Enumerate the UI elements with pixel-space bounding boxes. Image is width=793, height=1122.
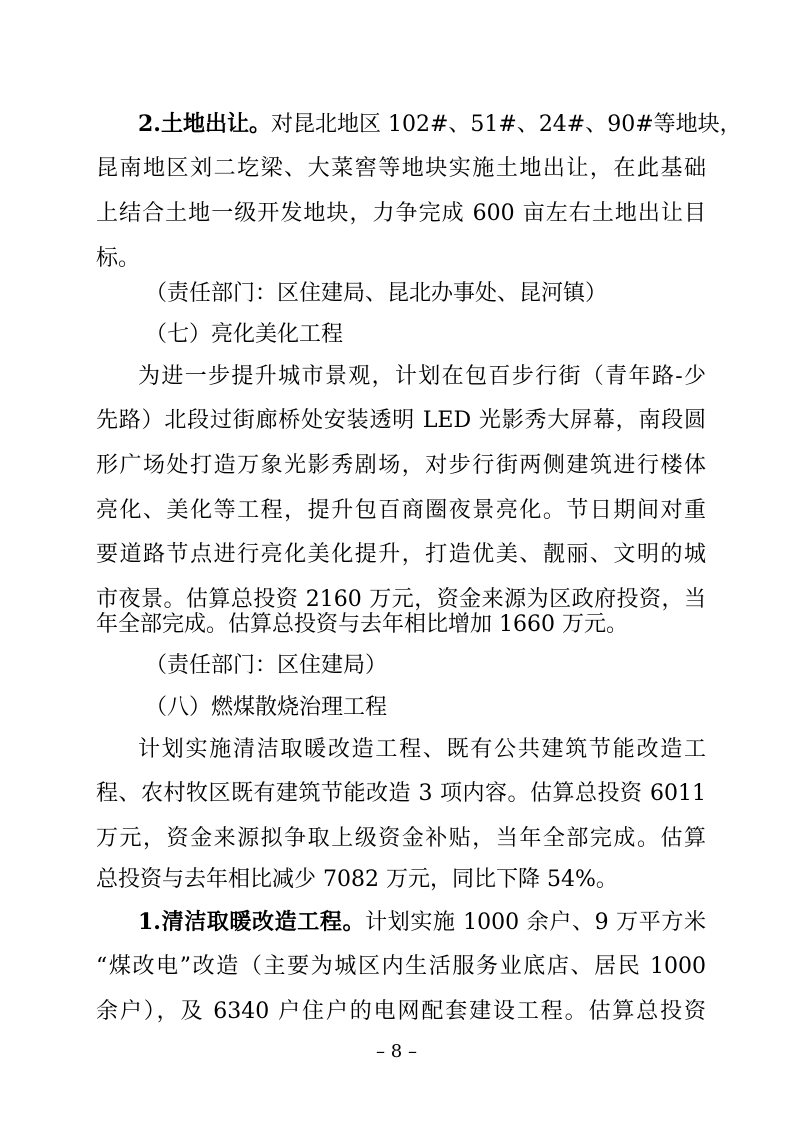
- section-heading: 1.清洁取暖改造工程。: [138, 909, 366, 935]
- text-line: “煤改电”改造（主要为城区内生活服务业底店、居民 1000: [96, 954, 706, 979]
- text-line: 计划实施清洁取暖改造工程、既有公共建筑节能改造工: [138, 737, 706, 762]
- text-line: 市夜景。估算总投资 2160 万元，资金来源为区政府投资，当: [96, 587, 706, 612]
- text-line: 先路）北段过街廊桥处安装透明 LED 光影秀大屏幕，南段圆: [96, 408, 706, 433]
- line-text: 计划实施 1000 余户、9 万平方米: [365, 910, 707, 935]
- text-line: 余户），及 6340 户住户的电网配套建设工程。估算总投资: [96, 999, 706, 1024]
- text-line: [138, 104, 742, 144]
- section-title: （七）亮化美化工程: [145, 322, 344, 347]
- text-line: 为进一步提升城市景观，计划在包百步行街（青年路-少: [138, 364, 706, 389]
- line-text: 对昆北地区 102#、51#、24#、90#等地块，: [270, 112, 742, 137]
- text-line: 总投资与去年相比减少 7082 万元，同比下降 54%。: [96, 867, 618, 892]
- responsibility-line: （责任部门：区住建局、昆北办事处、昆河镇）: [145, 281, 608, 306]
- text-line: 昆南地区刘二圪梁、大菜窖等地块实施土地出让，在此基础: [96, 156, 706, 181]
- text-line: 程、农村牧区既有建筑节能改造 3 项内容。估算总投资 6011: [96, 781, 706, 806]
- text-line: 万元，资金来源拟争取上级资金补贴，当年全部完成。估算: [96, 826, 706, 851]
- text-line: [138, 902, 706, 942]
- section-title: （八）燃煤散烧治理工程: [145, 695, 388, 720]
- text-line: 要道路节点进行亮化美化提升，打造优美、靓丽、文明的城: [96, 542, 706, 567]
- section-heading: 2.土地出让。: [138, 111, 271, 137]
- text-line: 上结合土地一级开发地块，力争完成 600 亩左右土地出让目: [96, 201, 706, 226]
- text-line: 形广场处打造万象光影秀剧场，对步行街两侧建筑进行楼体: [96, 453, 706, 478]
- text-line: 标。: [96, 246, 141, 271]
- page-number: – 8 –: [376, 1041, 417, 1062]
- responsibility-line: （责任部门：区住建局）: [145, 653, 388, 678]
- text-line: 年全部完成。估算总投资与去年相比增加 1660 万元。: [96, 612, 628, 637]
- text-line: 亮化、美化等工程，提升包百商圈夜景亮化。节日期间对重: [96, 498, 706, 523]
